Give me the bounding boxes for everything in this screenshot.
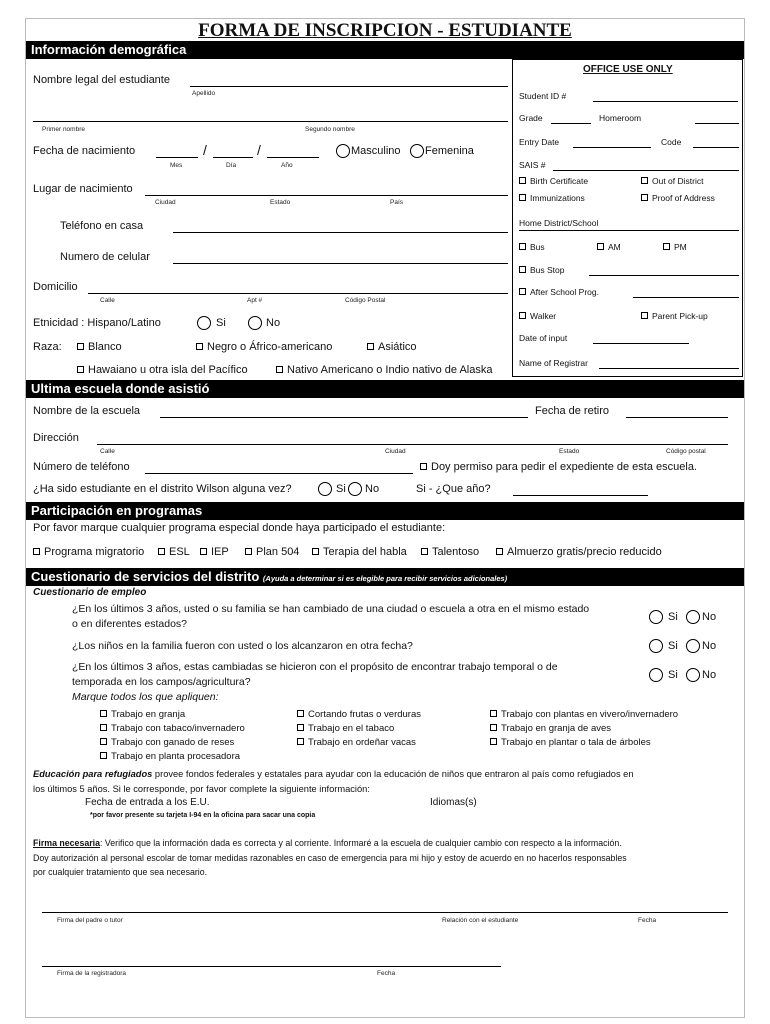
raza-nativo-checkbox[interactable] xyxy=(276,366,283,373)
immunizations-option[interactable] xyxy=(519,193,585,203)
entry-date-label: Entry Date xyxy=(519,137,560,147)
parent-pickup-option[interactable] xyxy=(641,311,708,321)
q1-no-label: No xyxy=(702,611,717,623)
program-terapia-text: Terapia del habla xyxy=(323,546,407,558)
segundo-nombre-caption: Segundo nombre xyxy=(305,126,355,133)
raza-asiatico-option[interactable] xyxy=(367,341,417,353)
raza-hawaiano-checkbox[interactable] xyxy=(77,366,84,373)
job-vacas-option[interactable] xyxy=(297,737,416,748)
registrar-signature-line[interactable] xyxy=(42,966,501,967)
firma-text-2: Doy autorización al personal escolar de tomar medidas razonables en caso de emergencia para mi hijo y estoy de acuerdo en no hacerlos responsables xyxy=(33,852,627,863)
proof-address-text: Proof of Address xyxy=(652,193,715,203)
program-almuerzo-option[interactable] xyxy=(496,546,662,558)
program-esl-option[interactable] xyxy=(158,546,190,558)
school-estado-caption: Estado xyxy=(559,448,580,455)
job-reses-text: Trabajo con ganado de reses xyxy=(111,737,235,748)
idiomas-label: Idiomas(s) xyxy=(430,797,477,808)
fecha-entrada-label: Fecha de entrada a los E.U. xyxy=(85,797,210,808)
immunizations-checkbox[interactable] xyxy=(519,194,526,201)
dob-month-field[interactable] xyxy=(156,157,198,158)
dob-label: Fecha de nacimiento xyxy=(33,145,136,157)
walker-text: Walker xyxy=(530,311,557,321)
job-procesadora-option[interactable] xyxy=(100,751,240,762)
bus-stop-text: Bus Stop xyxy=(530,265,565,275)
firma-paragraph xyxy=(33,836,745,880)
birthplace-ciudad-caption: Ciudad xyxy=(155,199,176,206)
birth-cert-checkbox[interactable] xyxy=(519,177,526,184)
program-talentoso-text: Talentoso xyxy=(432,546,480,558)
que-ano-label: Si - ¿Que año? xyxy=(416,483,491,495)
permiso-text: Doy permiso para pedir el expediente de esta escuela. xyxy=(431,461,697,473)
home-district-label: Home District/School xyxy=(519,218,599,228)
q3-si-radio[interactable] xyxy=(649,668,663,682)
bus-option[interactable] xyxy=(519,242,545,252)
raza-label: Raza: xyxy=(33,341,62,353)
school-codigo-caption: Código postal xyxy=(666,448,706,455)
date-input-label: Date of input xyxy=(519,333,568,343)
homeroom-label: Homeroom xyxy=(599,113,642,123)
registrar-field[interactable] xyxy=(599,368,739,369)
home-district-field[interactable] xyxy=(519,230,739,231)
program-migratorio-text: Programa migratorio xyxy=(44,546,145,558)
job-tabaco-checkbox[interactable] xyxy=(297,724,304,731)
q1-si-label: Si xyxy=(668,611,678,623)
job-arboles-option[interactable] xyxy=(490,737,651,748)
school-name-field[interactable] xyxy=(160,417,528,418)
raza-blanco-option[interactable] xyxy=(77,341,122,353)
domicilio-codigo-caption: Código Postal xyxy=(345,297,386,304)
firma-text-1: : Verifico que la información dada es correcta y al corriente. Informaré a la escuela de cualquier cambio con respecto a la información. xyxy=(100,838,622,848)
dob-slash-1: / xyxy=(203,142,207,158)
raza-asiatico-text: Asiático xyxy=(378,341,417,353)
dob-day-field[interactable] xyxy=(213,157,253,158)
hispano-si-radio[interactable] xyxy=(197,316,211,330)
ano-caption: Año xyxy=(281,162,293,169)
code-field[interactable] xyxy=(693,147,739,148)
am-checkbox[interactable] xyxy=(597,243,604,250)
school-phone-label: Número de teléfono xyxy=(33,461,130,473)
program-504-option[interactable] xyxy=(245,546,299,558)
primer-nombre-caption: Primer nombre xyxy=(42,126,85,133)
school-calle-caption: Calle xyxy=(100,448,115,455)
bus-stop-field[interactable] xyxy=(589,275,739,276)
wilson-question: ¿Ha sido estudiante en el distrito Wilson alguna vez? xyxy=(33,483,292,495)
student-id-label: Student ID # xyxy=(519,91,567,101)
refugee-text-1: provee fondos federales y estatales para ayudar con la educación de niños que entraron al país como refugiados en xyxy=(152,769,634,779)
birthplace-field[interactable] xyxy=(145,195,508,196)
refugee-text-2: los últimos 5 años. Si le corresponde, por favor complete la siguiente información: xyxy=(33,783,370,794)
raza-negro-option[interactable] xyxy=(196,341,332,353)
raza-asiatico-checkbox[interactable] xyxy=(367,343,374,350)
refugee-paragraph xyxy=(33,767,745,796)
job-aves-text: Trabajo en granja de aves xyxy=(501,723,612,734)
q1-si-radio[interactable] xyxy=(649,610,663,624)
job-aves-checkbox[interactable] xyxy=(490,724,497,731)
home-phone-label: Teléfono en casa xyxy=(60,220,144,232)
first-middle-name-field[interactable] xyxy=(33,121,508,122)
proof-address-option[interactable] xyxy=(641,193,715,203)
office-use-box xyxy=(512,59,743,377)
job-procesadora-text: Trabajo en planta procesadora xyxy=(111,751,241,762)
marque-label: Marque todos los que apliquen: xyxy=(72,691,219,703)
birth-cert-text: Birth Certificate xyxy=(530,176,589,186)
registradora-caption: Firma de la registradora xyxy=(57,970,126,977)
job-vivero-text: Trabajo con plantas en vivero/invernadero xyxy=(501,709,679,720)
job-granja-text: Trabajo en granja xyxy=(111,709,186,720)
que-ano-field[interactable] xyxy=(513,495,648,496)
q2-si-label: Si xyxy=(668,640,678,652)
questionnaire-title: Cuestionario de servicios del distrito xyxy=(31,569,260,584)
program-migratorio-option[interactable] xyxy=(33,546,144,558)
program-talentoso-checkbox[interactable] xyxy=(421,548,428,555)
program-migratorio-checkbox[interactable] xyxy=(33,548,40,555)
q1-no-radio[interactable] xyxy=(686,610,700,624)
birth-cert-option[interactable] xyxy=(519,176,588,186)
raza-nativo-text: Nativo Americano o Indio nativo de Alaska xyxy=(287,364,493,376)
section-programs-header: Participación en programas xyxy=(26,502,744,520)
domicilio-apt-caption: Apt # xyxy=(247,297,263,304)
job-tabaco-text: Trabajo en el tabaco xyxy=(308,723,395,734)
sais-label: SAIS # xyxy=(519,160,546,170)
bus-stop-option[interactable] xyxy=(519,265,565,275)
school-phone-field[interactable] xyxy=(145,473,413,474)
school-address-field[interactable] xyxy=(97,444,728,445)
pm-text: PM xyxy=(674,242,687,252)
after-school-checkbox[interactable] xyxy=(519,288,526,295)
apellido-field[interactable] xyxy=(190,86,508,87)
q2-no-radio[interactable] xyxy=(686,639,700,653)
job-frutas-checkbox[interactable] xyxy=(297,710,304,717)
out-district-text: Out of District xyxy=(652,176,704,186)
program-504-checkbox[interactable] xyxy=(245,548,252,555)
program-almuerzo-text: Almuerzo gratis/precio reducido xyxy=(507,546,662,558)
wilson-si-label: Si xyxy=(336,483,346,495)
am-option[interactable] xyxy=(597,242,621,252)
parent-pickup-text: Parent Pick-up xyxy=(652,311,708,321)
raza-blanco-text: Blanco xyxy=(88,341,122,353)
date-input-field[interactable] xyxy=(593,343,689,344)
padre-caption: Firma del padre o tutor xyxy=(57,917,123,924)
pm-checkbox[interactable] xyxy=(663,243,670,250)
permiso-option[interactable] xyxy=(420,461,697,473)
birthplace-label: Lugar de nacimiento xyxy=(33,183,133,195)
parent-signature-line[interactable] xyxy=(42,912,728,913)
question-1-line-2: o en diferentes estados? xyxy=(72,618,187,630)
job-vivero-checkbox[interactable] xyxy=(490,710,497,717)
job-granja-option[interactable] xyxy=(100,709,185,720)
program-iep-text: IEP xyxy=(211,546,229,558)
raza-nativo-option[interactable] xyxy=(276,364,492,376)
fecha-retiro-field[interactable] xyxy=(626,417,728,418)
femenina-label: Femenina xyxy=(425,145,474,157)
raza-blanco-checkbox[interactable] xyxy=(77,343,84,350)
q3-no-radio[interactable] xyxy=(686,668,700,682)
i94-note: *por favor presente su tarjeta I-94 en la oficina para sacar una copia xyxy=(90,812,316,819)
program-esl-checkbox[interactable] xyxy=(158,548,165,555)
parent-pickup-checkbox[interactable] xyxy=(641,312,648,319)
out-district-checkbox[interactable] xyxy=(641,177,648,184)
legal-name-label: Nombre legal del estudiante xyxy=(33,74,170,86)
job-frutas-option[interactable] xyxy=(297,709,421,720)
job-reses-option[interactable] xyxy=(100,737,234,748)
job-arboles-text: Trabajo en plantar o tala de árboles xyxy=(501,737,651,748)
domicilio-calle-caption: Calle xyxy=(100,297,115,304)
homeroom-field[interactable] xyxy=(695,123,739,124)
question-2: ¿Los niños en la familia fueron con usted o los alcanzaron en otra fecha? xyxy=(72,640,413,652)
firma-necesaria-heading: Firma necesaria xyxy=(33,838,100,848)
wilson-no-radio[interactable] xyxy=(348,482,362,496)
walker-option[interactable] xyxy=(519,311,556,321)
bus-checkbox[interactable] xyxy=(519,243,526,250)
student-id-field[interactable] xyxy=(593,101,738,102)
cell-phone-label: Numero de celular xyxy=(60,251,150,263)
grade-field[interactable] xyxy=(551,123,591,124)
after-school-option[interactable] xyxy=(519,287,599,297)
raza-hawaiano-option[interactable] xyxy=(77,364,248,376)
fecha-caption-1: Fecha xyxy=(638,917,657,924)
program-iep-option[interactable] xyxy=(200,546,229,558)
question-1-line-1: ¿En los últimos 3 años, usted o su familia se han cambiado de una ciudad o escuela a otra en el mismo estado xyxy=(72,603,590,615)
fecha-caption-2: Fecha xyxy=(377,970,396,977)
question-3-line-2: temporada en los campos/agricultura? xyxy=(72,676,251,688)
hispano-no-label: No xyxy=(266,317,281,329)
refugee-heading: Educación para refugiados xyxy=(33,769,153,779)
job-arboles-checkbox[interactable] xyxy=(490,738,497,745)
job-tabaco-inv-text: Trabajo con tabaco/invernadero xyxy=(111,723,245,734)
hispano-si-label: Si xyxy=(216,317,226,329)
after-school-field[interactable] xyxy=(633,297,739,298)
job-frutas-text: Cortando frutas o verduras xyxy=(308,709,422,720)
dia-caption: Día xyxy=(226,162,237,169)
program-504-text: Plan 504 xyxy=(256,546,300,558)
pm-option[interactable] xyxy=(663,242,687,252)
etnicidad-label: Etnicidad : Hispano/Latino xyxy=(33,317,161,329)
q2-no-label: No xyxy=(702,640,717,652)
program-terapia-checkbox[interactable] xyxy=(312,548,319,555)
q3-si-label: Si xyxy=(668,669,678,681)
bus-stop-checkbox[interactable] xyxy=(519,266,526,273)
raza-hawaiano-text: Hawaiano u otra isla del Pacífico xyxy=(88,364,248,376)
permiso-checkbox[interactable] xyxy=(420,463,427,470)
program-esl-text: ESL xyxy=(169,546,190,558)
birthplace-estado-caption: Estado xyxy=(270,199,291,206)
question-3-line-1: ¿En los últimos 3 años, estas cambiadas se hicieron con el propósito de encontrar trabajo temporal o de xyxy=(72,661,558,673)
school-address-label: Dirección xyxy=(33,432,79,444)
entry-date-field[interactable] xyxy=(573,147,651,148)
job-tabaco-option[interactable] xyxy=(297,723,394,734)
wilson-no-label: No xyxy=(365,483,380,495)
bus-text: Bus xyxy=(530,242,545,252)
section-last-school-header: Ultima escuela donde asistió xyxy=(26,380,744,398)
code-label: Code xyxy=(661,137,682,147)
fecha-retiro-label: Fecha de retiro xyxy=(535,405,609,417)
after-school-text: After School Prog. xyxy=(530,287,599,297)
job-granja-checkbox[interactable] xyxy=(100,710,107,717)
dob-slash-2: / xyxy=(257,142,261,158)
birthplace-pais-caption: País xyxy=(390,199,404,206)
program-almuerzo-checkbox[interactable] xyxy=(496,548,503,555)
job-vacas-text: Trabajo en ordeñar vacas xyxy=(308,737,416,748)
firma-text-3: por cualquier tratamiento que sea necesario. xyxy=(33,867,208,877)
sais-field[interactable] xyxy=(553,170,739,171)
job-tabaco-inv-option[interactable] xyxy=(100,723,245,734)
job-vivero-option[interactable] xyxy=(490,709,678,720)
q3-no-label: No xyxy=(702,669,717,681)
registrar-label: Name of Registrar xyxy=(519,358,588,368)
mes-caption: Mes xyxy=(170,162,183,169)
job-vacas-checkbox[interactable] xyxy=(297,738,304,745)
job-aves-option[interactable] xyxy=(490,723,611,734)
program-talentoso-option[interactable] xyxy=(421,546,479,558)
domicilio-label: Domicilio xyxy=(33,281,78,293)
school-name-label: Nombre de la escuela xyxy=(33,405,141,417)
relacion-caption: Relación con el estudiante xyxy=(442,917,519,924)
hispano-no-radio[interactable] xyxy=(248,316,262,330)
femenina-radio[interactable] xyxy=(410,144,424,158)
job-reses-checkbox[interactable] xyxy=(100,738,107,745)
proof-address-checkbox[interactable] xyxy=(641,194,648,201)
masculino-radio[interactable] xyxy=(336,144,350,158)
raza-negro-text: Negro o Áfrico-americano xyxy=(207,341,333,353)
home-phone-field[interactable] xyxy=(173,232,508,233)
wilson-si-radio[interactable] xyxy=(318,482,332,496)
dob-year-field[interactable] xyxy=(267,157,319,158)
masculino-label: Masculino xyxy=(351,145,401,157)
out-district-option[interactable] xyxy=(641,176,703,186)
job-tabaco-inv-checkbox[interactable] xyxy=(100,724,107,731)
q2-si-radio[interactable] xyxy=(649,639,663,653)
school-ciudad-caption: Ciudad xyxy=(385,448,406,455)
programs-prompt: Por favor marque cualquier programa especial donde haya participado el estudiante: xyxy=(33,522,446,534)
program-iep-checkbox[interactable] xyxy=(200,548,207,555)
program-terapia-option[interactable] xyxy=(312,546,407,558)
form-title: FORMA DE INSCRIPCION - ESTUDIANTE xyxy=(198,20,572,41)
grade-label: Grade xyxy=(519,113,543,123)
immunizations-text: Immunizations xyxy=(530,193,585,203)
am-text: AM xyxy=(608,242,621,252)
cell-phone-field[interactable] xyxy=(173,263,508,264)
section-questionnaire-header xyxy=(26,568,744,586)
job-procesadora-checkbox[interactable] xyxy=(100,752,107,759)
questionnaire-note: (Ayuda a determinar si es elegible para recibir servicios adicionales) xyxy=(262,574,508,583)
office-title: OFFICE USE ONLY xyxy=(583,64,673,75)
domicilio-field[interactable] xyxy=(88,293,508,294)
raza-negro-checkbox[interactable] xyxy=(196,343,203,350)
walker-checkbox[interactable] xyxy=(519,312,526,319)
section-demographic-header: Información demográfica xyxy=(26,41,744,59)
cuestionario-empleo-heading: Cuestionario de empleo xyxy=(33,587,147,598)
apellido-caption: Apellido xyxy=(192,90,216,97)
